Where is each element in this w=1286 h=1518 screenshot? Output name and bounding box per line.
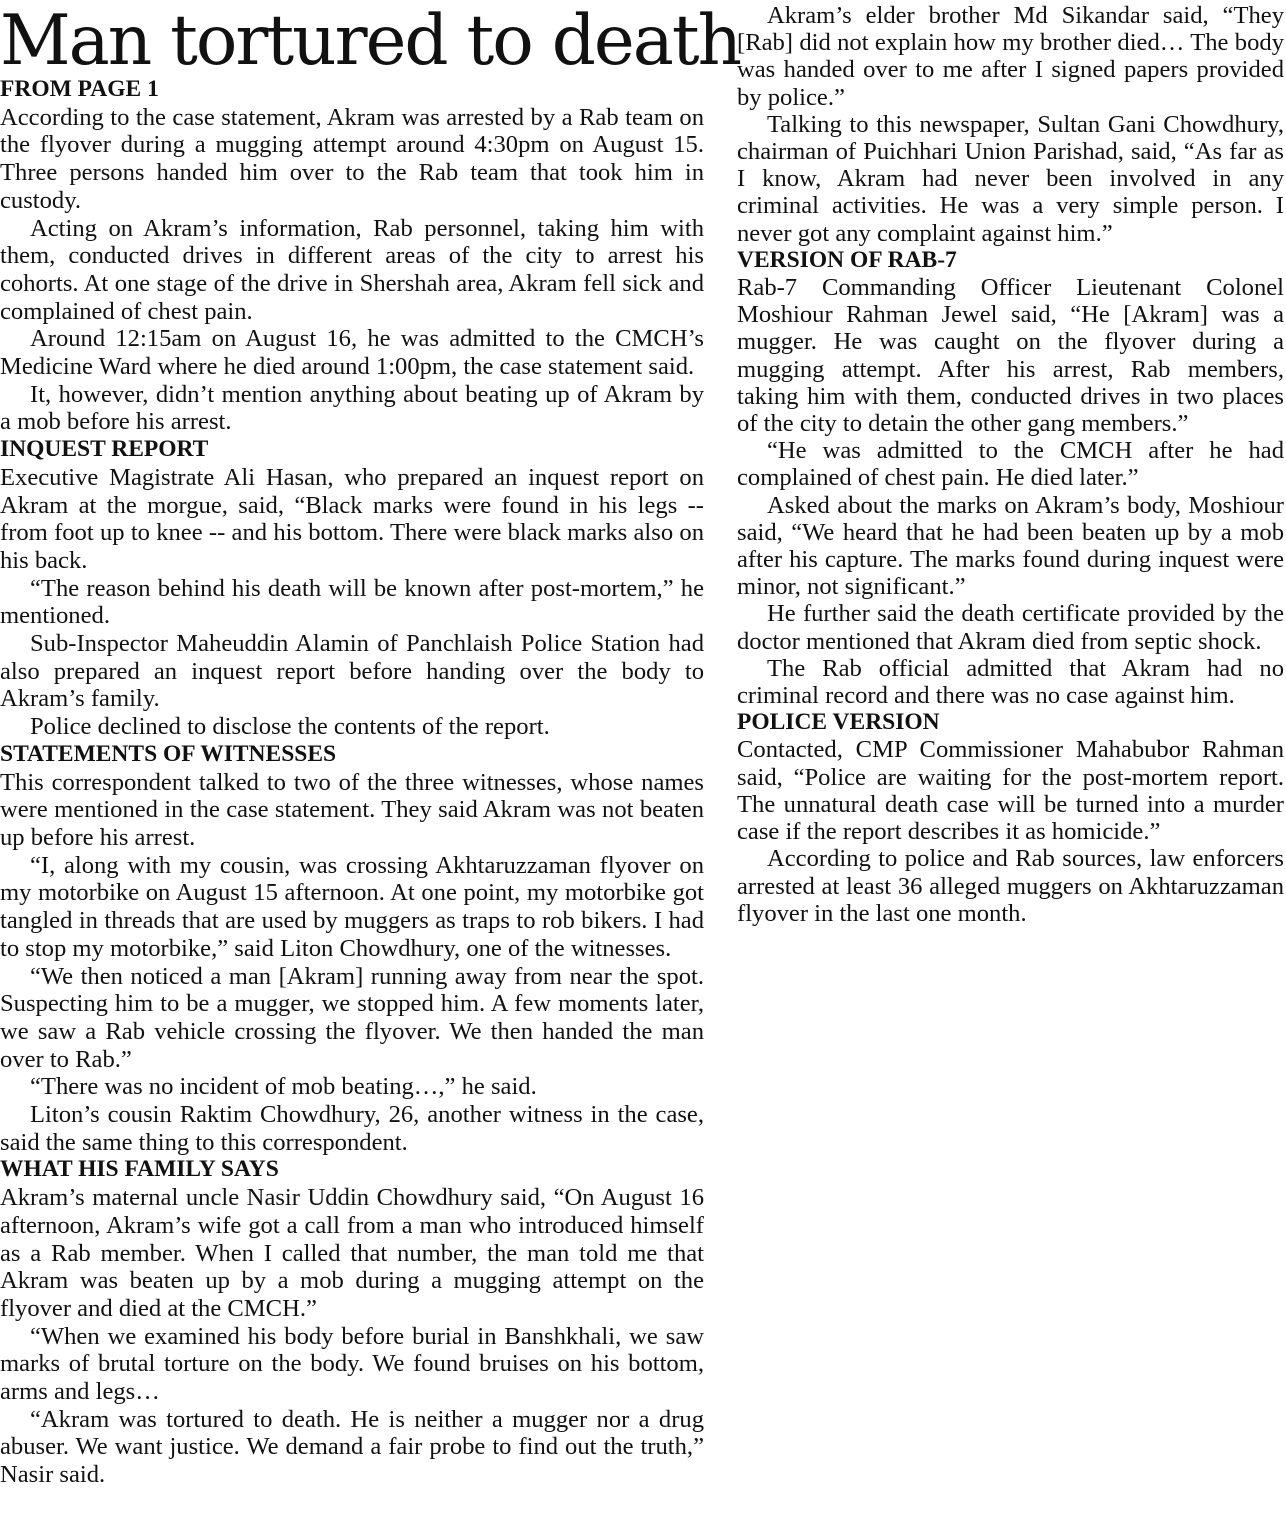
paragraph: “I, along with my cousin, was crossing Akhtaruzzaman flyover on my motorbike on August 15 afternoon. At one point, my motorbike got tangled in threads that are used by muggers as traps to rob bikers. I had to stop my motorbike,” said Liton Chowdhury, one of the witnesses. bbox=[0, 851, 704, 962]
section-heading: INQUEST REPORT bbox=[0, 436, 209, 463]
paragraph: He further said the death certificate provided by the doctor mentioned that Akram died from septic shock. bbox=[737, 600, 1284, 655]
paragraph: Around 12:15am on August 16, he was admitted to the CMCH’s Medicine Ward where he died around 1:00pm, the case statement said. bbox=[0, 325, 704, 381]
kicker: FROM PAGE 1 bbox=[0, 76, 159, 102]
right-column-body bbox=[737, 2, 1284, 927]
left-column-story bbox=[0, 76, 704, 1489]
paragraph: According to the case statement, Akram was arrested by a Rab team on the flyover during a mugging attempt around 4:30pm on August 15. Three persons handed him over to the Rab team that took him in custody. bbox=[0, 103, 704, 214]
paragraph: “There was no incident of mob beating…,” he said. bbox=[30, 1073, 537, 1101]
paragraph: Akram’s maternal uncle Nasir Uddin Chowdhury said, “On August 16 afternoon, Akram’s wife got a call from a man who introduced himself as a Rab member. When I called that number, the man told me that Akram was beaten up by a mob during a mugging attempt on the flyover and died at the CMCH.” bbox=[0, 1184, 704, 1322]
paragraph: Acting on Akram’s information, Rab personnel, taking him with them, conducted drives in different areas of the city to arrest his cohorts. At one stage of the drive in Shershah area, Akram fell sick and complained of chest pain. bbox=[0, 214, 704, 325]
paragraph: “The reason behind his death will be known after post-mortem,” he mentioned. bbox=[0, 574, 704, 630]
paragraph: This correspondent talked to two of the three witnesses, whose names were mentioned in the case statement. They said Akram was not beaten up before his arrest. bbox=[0, 768, 704, 851]
paragraph: Asked about the marks on Akram’s body, Moshiour said, “We heard that he had been beaten up by a mob after his capture. The marks found during inquest were minor, not significant.” bbox=[737, 491, 1284, 601]
right-column bbox=[737, 0, 1284, 927]
section-heading: VERSION OF RAB-7 bbox=[737, 246, 957, 273]
paragraph: It, however, didn’t mention anything about beating up of Akram by a mob before his arrest. bbox=[0, 380, 704, 436]
section-heading: POLICE VERSION bbox=[737, 709, 940, 736]
paragraph: Rab-7 Commanding Officer Lieutenant Colonel Moshiour Rahman Jewel said, “He [Akram] was a mugger. He was caught on the flyover during a mugging attempt. After his arrest, Rab members, taking him with them, conducted drives in two places of the city to detain the other gang members.” bbox=[737, 274, 1284, 438]
paragraph: According to police and Rab sources, law enforcers arrested at least 36 alleged muggers on Akhtaruzzaman flyover in the last one month. bbox=[737, 845, 1284, 927]
headline: Man tortured to death bbox=[0, 1, 741, 81]
paragraph: Executive Magistrate Ali Hasan, who prepared an inquest report on Akram at the morgue, said, “Black marks were found in his legs -- from foot up to knee -- and his bottom. There were black marks also on his back. bbox=[0, 463, 704, 574]
section-heading: WHAT HIS FAMILY SAYS bbox=[0, 1156, 279, 1183]
paragraph: “We then noticed a man [Akram] running away from near the spot. Suspecting him to be a mugger, we stopped him. A few moments later, we saw a Rab vehicle crossing the flyover. We then handed the man over to Rab.” bbox=[0, 962, 704, 1073]
paragraph: “He was admitted to the CMCH after he had complained of chest pain. He died later.” bbox=[737, 437, 1284, 492]
paragraph: Liton’s cousin Raktim Chowdhury, 26, another witness in the case, said the same thing to this correspondent. bbox=[0, 1101, 704, 1156]
paragraph: Police declined to disclose the contents of the report. bbox=[30, 713, 550, 741]
paragraph: The Rab official admitted that Akram had no criminal record and there was no case against him. bbox=[737, 654, 1284, 710]
paragraph: Contacted, CMP Commissioner Mahabubor Rahman said, “Police are waiting for the post-mortem report. The unnatural death case will be turned into a murder case if the report describes it as homicide.” bbox=[737, 736, 1284, 846]
paragraph: Sub-Inspector Maheuddin Alamin of Panchlaish Police Station had also prepared an inquest report before handing over the body to Akram’s family. bbox=[0, 630, 704, 713]
section-heading: STATEMENTS OF WITNESSES bbox=[0, 740, 337, 767]
left-column-body bbox=[0, 104, 704, 1489]
paragraph: “Akram was tortured to death. He is neither a mugger nor a drug abuser. We want justice. We demand a fair probe to find out the truth,” Nasir said. bbox=[0, 1405, 704, 1489]
paragraph: “When we examined his body before burial in Banshkhali, we saw marks of brutal torture on the body. We found bruises on his bottom, arms and legs… bbox=[0, 1322, 704, 1406]
paragraph: Talking to this newspaper, Sultan Gani Chowdhury, chairman of Puichhari Union Parishad, said, “As far as I know, Akram had never been involved in any criminal activities. He was a very simple person. I never got any complaint against him.” bbox=[737, 110, 1284, 247]
right-column-story bbox=[737, 0, 1284, 927]
paragraph: Akram’s elder brother Md Sikandar said, “They [Rab] did not explain how my brother died… The body was handed over to me after I signed papers provided by police.” bbox=[737, 2, 1284, 111]
